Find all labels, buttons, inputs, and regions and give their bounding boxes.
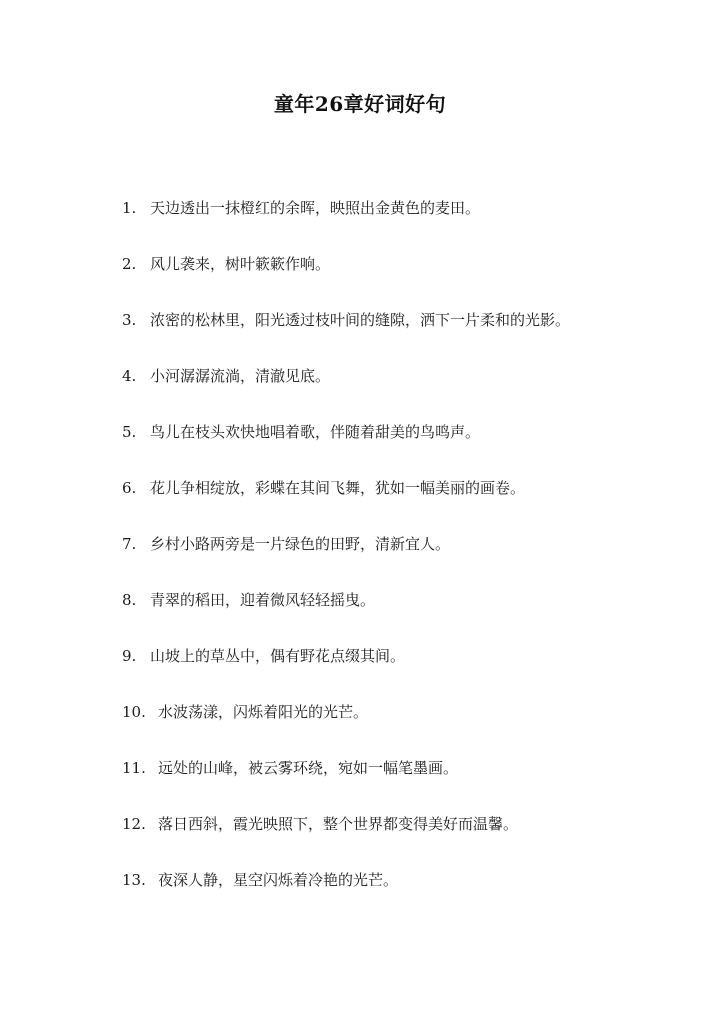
item-text: 夜深人静，星空闪烁着冷艳的光芒。: [158, 871, 399, 889]
list-item: [122, 196, 682, 252]
list-item: [122, 588, 682, 644]
item-number: 8.: [122, 591, 137, 609]
item-number: 6.: [122, 479, 137, 497]
page-title: 童年26章好词好句: [273, 92, 447, 116]
list-item: [122, 644, 682, 700]
list-item: [122, 868, 682, 924]
item-number: 1.: [122, 199, 137, 217]
item-number: 5.: [122, 423, 137, 441]
item-text: 风儿袭来，树叶簌簌作响。: [150, 255, 331, 273]
item-text: 浓密的松林里，阳光透过枝叶间的缝隙，洒下一片柔和的光影。: [150, 311, 571, 329]
list-item: [122, 364, 682, 420]
list-item: [122, 420, 682, 476]
item-number: 11.: [122, 759, 146, 777]
item-number: 13.: [122, 871, 146, 889]
item-text: 落日西斜，霞光映照下，整个世界都变得美好而温馨。: [158, 815, 519, 833]
item-text: 鸟儿在枝头欢快地唱着歌，伴随着甜美的鸟鸣声。: [150, 423, 481, 441]
sentence-list: [122, 196, 682, 924]
item-number: 3.: [122, 311, 137, 329]
item-number: 10.: [122, 703, 146, 721]
list-item: [122, 252, 682, 308]
item-text: 小河潺潺流淌，清澈见底。: [150, 367, 331, 385]
item-text: 远处的山峰，被云雾环绕，宛如一幅笔墨画。: [158, 759, 459, 777]
item-number: 9.: [122, 647, 137, 665]
item-number: 7.: [122, 535, 137, 553]
item-number: 2.: [122, 255, 137, 273]
list-item: [122, 756, 682, 812]
list-item: [122, 476, 682, 532]
item-text: 山坡上的草丛中，偶有野花点缀其间。: [150, 647, 406, 665]
list-item: [122, 532, 682, 588]
item-number: 4.: [122, 367, 137, 385]
list-item: [122, 700, 682, 756]
item-number: 12.: [122, 815, 146, 833]
list-item: [122, 812, 682, 868]
list-item: [122, 308, 682, 364]
item-text: 天边透出一抹橙红的余晖，映照出金黄色的麦田。: [150, 199, 481, 217]
item-text: 水波荡漾，闪烁着阳光的光芒。: [158, 703, 369, 721]
item-text: 青翠的稻田，迎着微风轻轻摇曳。: [150, 591, 376, 609]
item-text: 花儿争相绽放，彩蝶在其间飞舞，犹如一幅美丽的画卷。: [150, 479, 526, 497]
item-text: 乡村小路两旁是一片绿色的田野，清新宜人。: [150, 535, 451, 553]
